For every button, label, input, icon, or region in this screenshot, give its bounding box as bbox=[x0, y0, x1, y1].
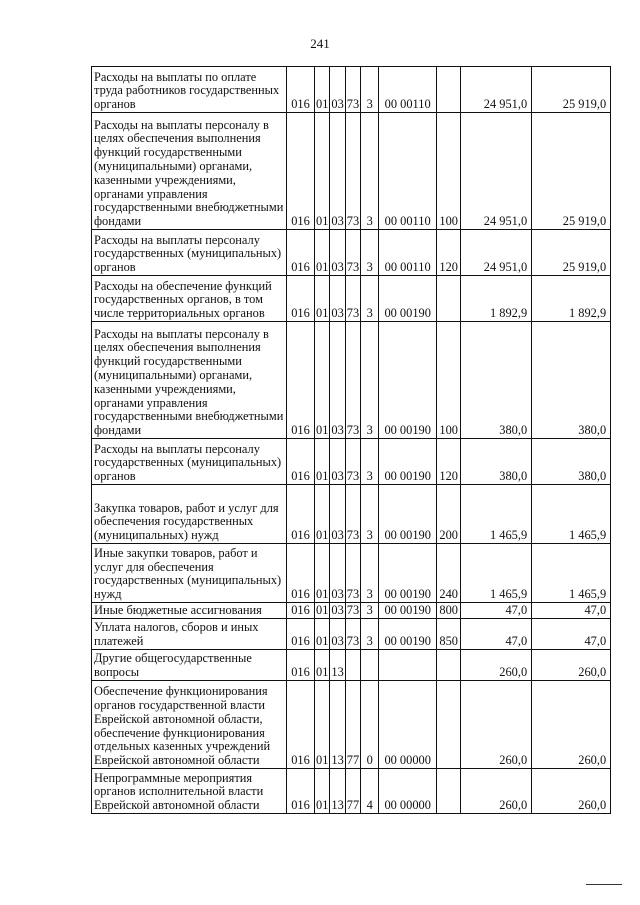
direction-code-cell: 00 00190 bbox=[379, 276, 437, 322]
program-code-cell: 73 bbox=[345, 230, 360, 276]
row-name-cell: Расходы на выплаты персоналу в целях обеспечения выполнения функций государственными (муниципальными) органами, казенными учреждениями, органами управления государственными внебюджетными фондами bbox=[92, 113, 287, 230]
program-code-cell: 73 bbox=[345, 276, 360, 322]
amount-year1-cell: 380,0 bbox=[461, 439, 532, 485]
rz-cell: 01 bbox=[315, 439, 330, 485]
direction-code-cell: 00 00110 bbox=[379, 113, 437, 230]
vr-cell: 240 bbox=[437, 544, 461, 603]
rz-cell: 01 bbox=[315, 322, 330, 439]
amount-year2-cell: 260,0 bbox=[532, 769, 611, 814]
pr-cell: 13 bbox=[330, 681, 345, 769]
gr-cell: 016 bbox=[287, 603, 315, 619]
rz-cell: 01 bbox=[315, 650, 330, 681]
direction-code-cell: 00 00000 bbox=[379, 681, 437, 769]
amount-year2-cell: 380,0 bbox=[532, 322, 611, 439]
direction-code-cell: 00 00110 bbox=[379, 230, 437, 276]
row-name-cell: Иные закупки товаров, работ и услуг для обеспечения государственных (муниципальных) нужд bbox=[92, 544, 287, 603]
pr-cell: 03 bbox=[330, 485, 345, 544]
gr-cell: 016 bbox=[287, 276, 315, 322]
vr-cell: 800 bbox=[437, 603, 461, 619]
gr-cell: 016 bbox=[287, 681, 315, 769]
direction-code-cell bbox=[379, 650, 437, 681]
gr-cell: 016 bbox=[287, 113, 315, 230]
amount-year1-cell: 24 951,0 bbox=[461, 67, 532, 113]
direction-code-cell: 00 00190 bbox=[379, 485, 437, 544]
subprogram-code-cell: 3 bbox=[361, 544, 379, 603]
table-row bbox=[92, 113, 611, 230]
program-code-cell: 77 bbox=[345, 769, 360, 814]
amount-year2-cell: 380,0 bbox=[532, 439, 611, 485]
vr-cell bbox=[437, 67, 461, 113]
amount-year2-cell: 1 465,9 bbox=[532, 485, 611, 544]
subprogram-code-cell: 3 bbox=[361, 485, 379, 544]
subprogram-code-cell: 4 bbox=[361, 769, 379, 814]
row-name-cell: Расходы на выплаты по оплате труда работников государственных органов bbox=[92, 67, 287, 113]
gr-cell: 016 bbox=[287, 485, 315, 544]
rz-cell: 01 bbox=[315, 276, 330, 322]
table-row bbox=[92, 439, 611, 485]
table-row bbox=[92, 276, 611, 322]
pr-cell: 03 bbox=[330, 619, 345, 650]
pr-cell: 03 bbox=[331, 603, 344, 618]
table-row bbox=[92, 322, 611, 439]
row-name-cell: Расходы на выплаты персоналу государственных (муниципальных) органов bbox=[92, 439, 287, 485]
program-code-cell: 73 bbox=[345, 544, 360, 603]
row-name-cell: Расходы на обеспечение функций государственных органов, в том числе территориальных органов bbox=[92, 276, 287, 322]
amount-year1-cell: 260,0 bbox=[461, 650, 532, 681]
amount-year2-cell: 25 919,0 bbox=[532, 113, 611, 230]
amount-year1-cell: 260,0 bbox=[461, 681, 532, 769]
subprogram-code-cell bbox=[361, 650, 379, 681]
table-row bbox=[92, 769, 611, 814]
direction-code-cell: 00 00110 bbox=[379, 67, 437, 113]
direction-code-cell: 00 00190 bbox=[379, 619, 437, 650]
amount-year1-cell: 24 951,0 bbox=[461, 113, 532, 230]
vr-cell: 100 bbox=[437, 322, 461, 439]
pr-cell: 03 bbox=[330, 67, 345, 113]
table-row bbox=[92, 650, 611, 681]
program-code-cell: 73 bbox=[345, 113, 360, 230]
direction-code-cell: 00 00190 bbox=[379, 439, 437, 485]
program-code-cell: 77 bbox=[345, 681, 360, 769]
program-code-cell: 73 bbox=[345, 619, 360, 650]
row-name-cell: Непрограммные мероприятия органов исполнительной власти Еврейской автономной области bbox=[92, 769, 287, 814]
pr-cell: 13 bbox=[330, 650, 345, 681]
subprogram-code-cell: 3 bbox=[361, 619, 379, 650]
vr-cell: 100 bbox=[437, 113, 461, 230]
amount-year1-cell: 1 892,9 bbox=[461, 276, 532, 322]
gr-cell: 016 bbox=[287, 67, 315, 113]
amount-year1-cell: 1 465,9 bbox=[461, 485, 532, 544]
pr-cell: 03 bbox=[330, 322, 345, 439]
row-name-cell: Закупка товаров, работ и услуг для обеспечения государственных (муниципальных) нужд bbox=[92, 485, 287, 544]
vr-cell bbox=[437, 650, 461, 681]
amount-year1-cell: 24 951,0 bbox=[461, 230, 532, 276]
program-code-cell: 73 bbox=[345, 67, 360, 113]
subprogram-code-cell: 3 bbox=[361, 276, 379, 322]
amount-year1-cell: 380,0 bbox=[461, 322, 532, 439]
rz-cell: 01 bbox=[315, 544, 330, 603]
program-code-cell bbox=[345, 650, 360, 681]
amount-year2-cell: 25 919,0 bbox=[532, 67, 611, 113]
program-code-cell: 73 bbox=[345, 485, 360, 544]
amount-year2-cell: 1 892,9 bbox=[532, 276, 611, 322]
table-row bbox=[92, 230, 611, 276]
footer-rule bbox=[586, 884, 622, 885]
direction-code-cell: 00 00000 bbox=[379, 769, 437, 814]
rz-cell: 01 bbox=[315, 681, 330, 769]
gr-cell: 016 bbox=[287, 439, 315, 485]
subprogram-code-cell: 3 bbox=[361, 67, 379, 113]
row-name-cell: Иные бюджетные ассигнования bbox=[92, 603, 287, 619]
subprogram-code-cell: 3 bbox=[361, 603, 379, 619]
gr-cell: 016 bbox=[287, 230, 315, 276]
rz-cell: 01 bbox=[315, 67, 330, 113]
pr-cell: 03 bbox=[330, 439, 345, 485]
row-name-cell: Расходы на выплаты персоналу государственных (муниципальных) органов bbox=[92, 230, 287, 276]
rz-cell: 01 bbox=[315, 769, 330, 814]
amount-year2-cell: 1 465,9 bbox=[532, 544, 611, 603]
table-row bbox=[92, 67, 611, 113]
rz-cell: 01 bbox=[315, 230, 330, 276]
pr-cell: 03 bbox=[330, 544, 345, 603]
pr-cell: 03 bbox=[330, 230, 345, 276]
gr-cell: 016 bbox=[287, 544, 315, 603]
vr-cell bbox=[437, 276, 461, 322]
amount-year1-cell: 1 465,9 bbox=[461, 544, 532, 603]
vr-cell bbox=[437, 681, 461, 769]
vr-cell: 120 bbox=[437, 230, 461, 276]
rz-cell: 01 bbox=[315, 485, 330, 544]
subprogram-code-cell: 0 bbox=[361, 681, 379, 769]
budget-table bbox=[91, 66, 611, 814]
rz-cell: 01 bbox=[315, 619, 330, 650]
amount-year2-cell: 47,0 bbox=[532, 619, 611, 650]
subprogram-code-cell: 3 bbox=[361, 230, 379, 276]
program-code-cell: 73 bbox=[345, 439, 360, 485]
direction-code-cell: 00 00190 bbox=[379, 322, 437, 439]
pr-cell: 13 bbox=[330, 769, 345, 814]
direction-code-cell: 00 00190 bbox=[379, 544, 437, 603]
amount-year1-cell: 47,0 bbox=[461, 619, 532, 650]
amount-year2-cell: 25 919,0 bbox=[532, 230, 611, 276]
subprogram-code-cell: 3 bbox=[361, 439, 379, 485]
vr-cell: 200 bbox=[437, 485, 461, 544]
gr-cell: 016 bbox=[287, 322, 315, 439]
amount-year2-cell: 260,0 bbox=[532, 650, 611, 681]
amount-year2-cell: 47,0 bbox=[532, 603, 611, 619]
table-row bbox=[92, 485, 611, 544]
amount-year2-cell: 260,0 bbox=[532, 681, 611, 769]
pr-cell: 03 bbox=[330, 276, 345, 322]
rz-cell: 01 bbox=[316, 603, 329, 618]
row-name-cell: Другие общегосударственные вопросы bbox=[92, 650, 287, 681]
vr-cell: 850 bbox=[437, 619, 461, 650]
table-row bbox=[92, 619, 611, 650]
subprogram-code-cell: 3 bbox=[361, 322, 379, 439]
direction-code-cell: 00 00190 bbox=[379, 603, 437, 619]
row-name-cell: Обеспечение функционирования органов государственной власти Еврейской автономной области, обеспечение функционирования отдельных казенных учреждений Еврейской автономной области bbox=[92, 681, 287, 769]
table-row bbox=[92, 681, 611, 769]
table-row bbox=[92, 544, 611, 603]
program-code-cell: 73 bbox=[346, 603, 360, 618]
vr-cell bbox=[437, 769, 461, 814]
pr-cell: 03 bbox=[330, 113, 345, 230]
gr-cell: 016 bbox=[287, 619, 315, 650]
subprogram-code-cell: 3 bbox=[361, 113, 379, 230]
table-row bbox=[92, 603, 611, 619]
amount-year1-cell: 47,0 bbox=[461, 603, 532, 619]
amount-year1-cell: 260,0 bbox=[461, 769, 532, 814]
program-code-cell: 73 bbox=[345, 322, 360, 439]
vr-cell: 120 bbox=[437, 439, 461, 485]
page-number: 241 bbox=[310, 36, 330, 51]
row-name-cell: Расходы на выплаты персоналу в целях обеспечения выполнения функций государственными (муниципальными) органами, казенными учреждениями, органами управления государственными внебюджетными фондами bbox=[92, 322, 287, 439]
rz-cell: 01 bbox=[315, 113, 330, 230]
gr-cell: 016 bbox=[287, 769, 315, 814]
gr-cell: 016 bbox=[287, 650, 315, 681]
row-name-cell: Уплата налогов, сборов и иных платежей bbox=[92, 619, 287, 650]
